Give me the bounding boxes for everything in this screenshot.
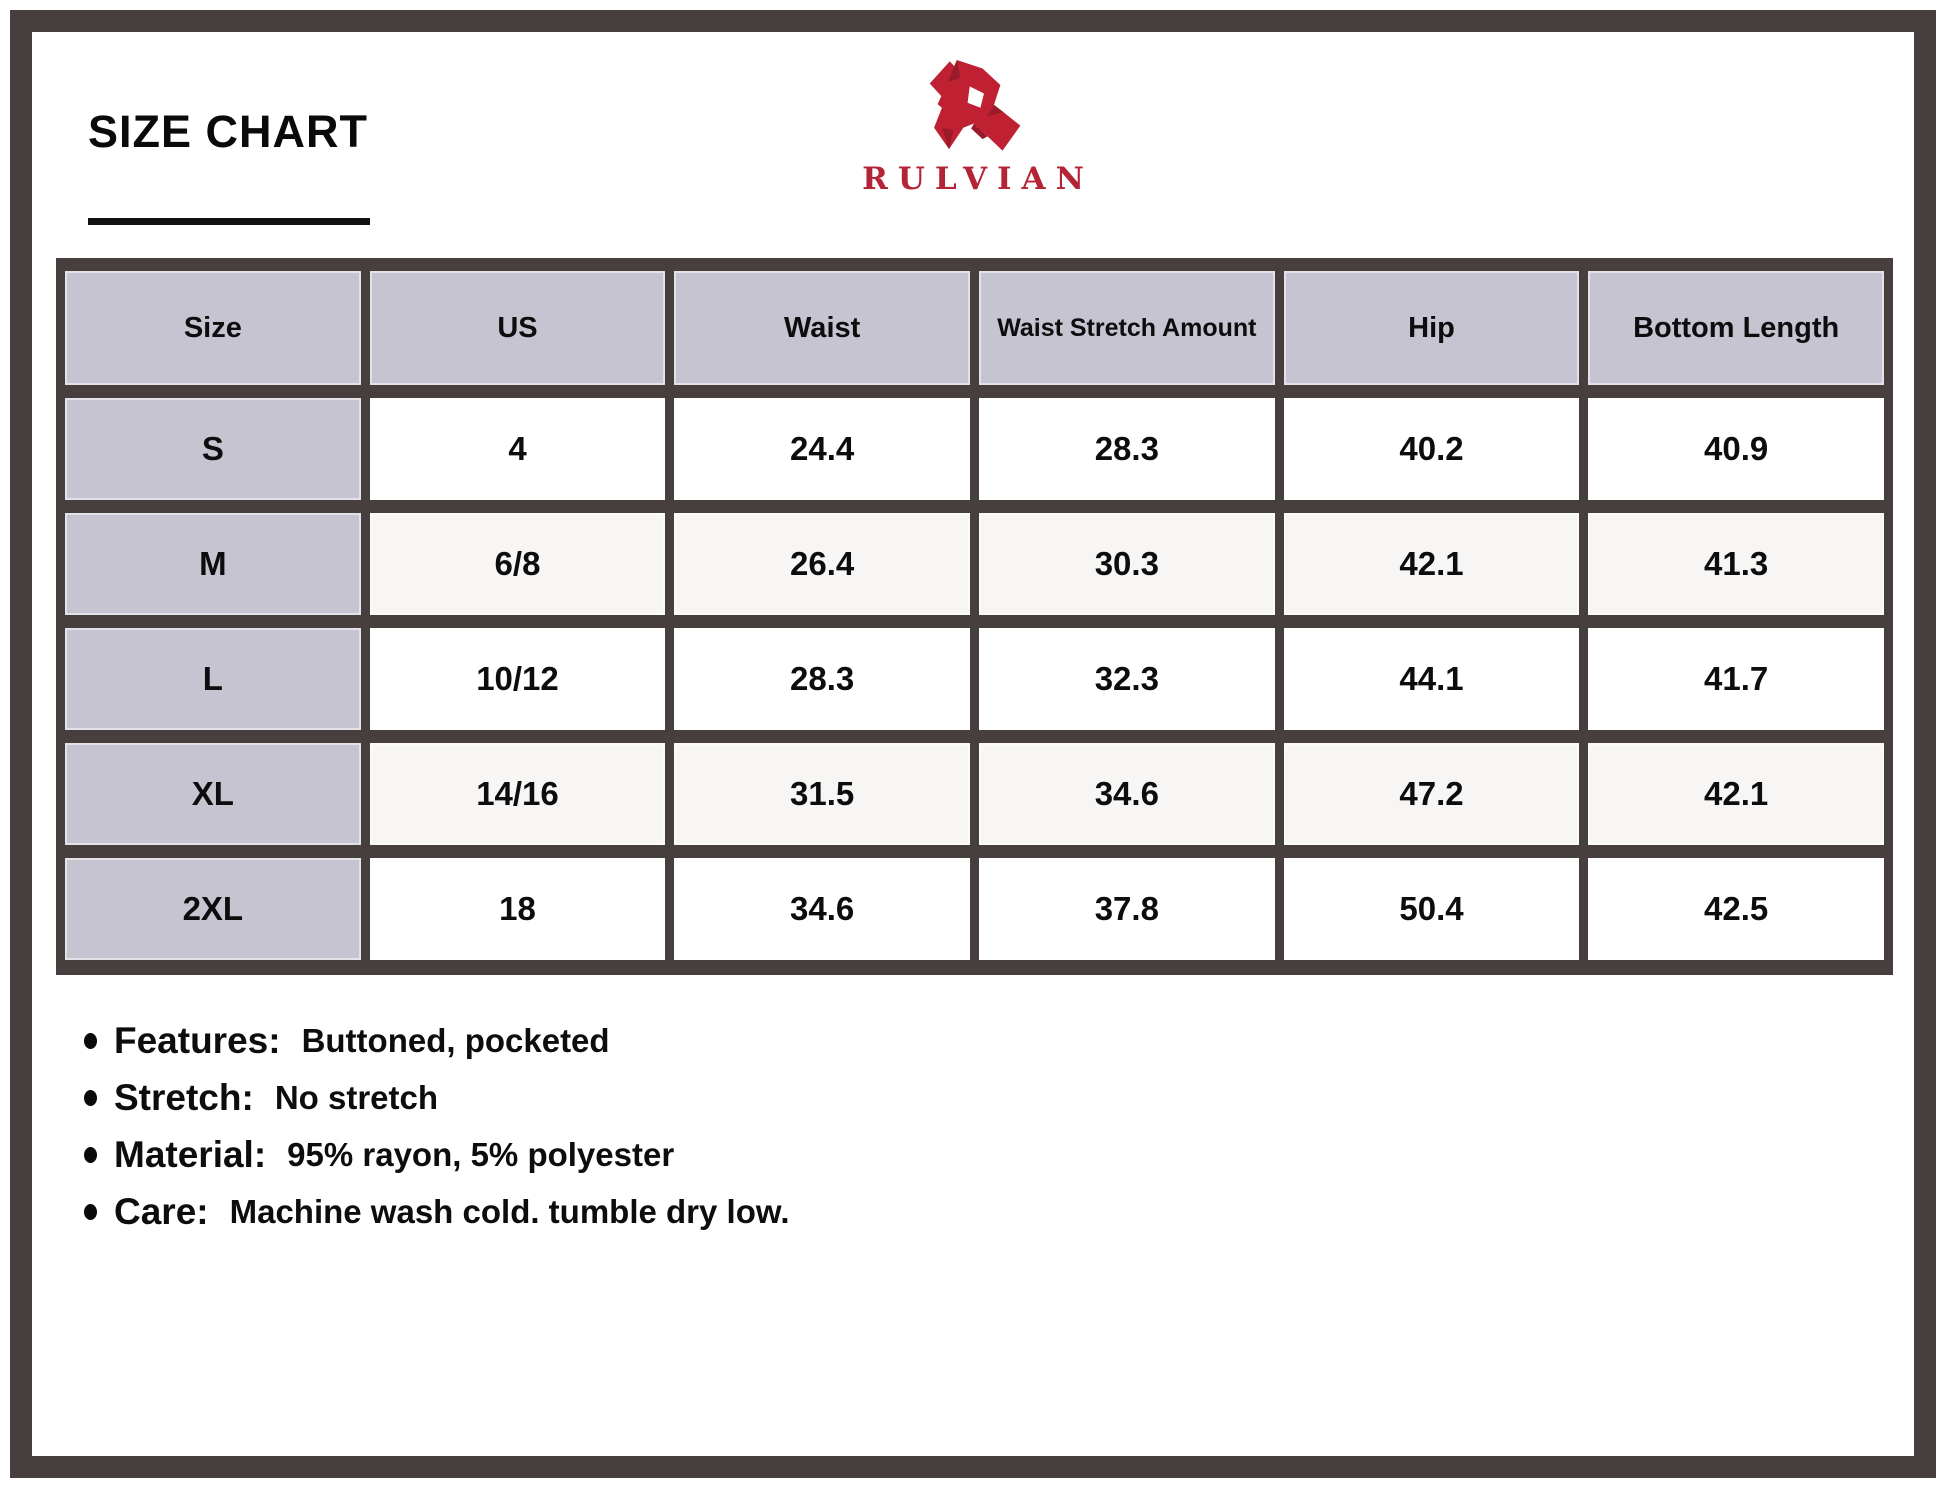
- size-cell: M: [65, 513, 361, 615]
- title-underline: [88, 218, 370, 225]
- table-cell: 42.1: [1284, 513, 1580, 615]
- table-cell: 24.4: [674, 398, 970, 500]
- detail-label: Material:: [114, 1133, 267, 1175]
- column-header-hip: Hip: [1284, 271, 1580, 385]
- table-cell: 28.3: [674, 628, 970, 730]
- column-header-waist-stretch: Waist Stretch Amount: [979, 271, 1275, 385]
- table-cell: 40.9: [1588, 398, 1884, 500]
- product-details-list: [84, 1012, 789, 1240]
- detail-value: Machine wash cold. tumble dry low.: [229, 1192, 790, 1230]
- size-cell: S: [65, 398, 361, 500]
- brand-logo: [852, 50, 1094, 197]
- bullet-icon: [84, 1033, 97, 1049]
- table-cell: 31.5: [674, 743, 970, 845]
- table-cell: 18: [370, 858, 666, 960]
- detail-label: Features:: [114, 1019, 281, 1061]
- table-cell: 34.6: [674, 858, 970, 960]
- rulvian-stylized-r-icon: [895, 50, 1050, 157]
- bullet-icon: [84, 1147, 97, 1163]
- page-frame: [10, 10, 1936, 1478]
- bullet-icon: [84, 1090, 97, 1106]
- table-cell: 30.3: [979, 513, 1275, 615]
- detail-item-material: [84, 1126, 789, 1183]
- brand-name: RULVIAN: [862, 161, 1094, 197]
- table-cell: 42.1: [1588, 743, 1884, 845]
- detail-item-stretch: [84, 1069, 789, 1126]
- size-cell: XL: [65, 743, 361, 845]
- table-cell: 41.7: [1588, 628, 1884, 730]
- table-cell: 42.5: [1588, 858, 1884, 960]
- table-cell: 34.6: [979, 743, 1275, 845]
- column-header-us: US: [370, 271, 666, 385]
- detail-item-care: [84, 1183, 789, 1240]
- column-header-waist: Waist: [674, 271, 970, 385]
- detail-item-features: [84, 1012, 789, 1069]
- bullet-icon: [84, 1204, 97, 1220]
- size-cell: L: [65, 628, 361, 730]
- column-header-bottom-length: Bottom Length: [1588, 271, 1884, 385]
- page-title: SIZE CHART: [88, 106, 368, 157]
- size-chart-table: [56, 258, 1893, 975]
- table-cell: 37.8: [979, 858, 1275, 960]
- detail-label: Stretch:: [114, 1076, 254, 1118]
- table-cell: 47.2: [1284, 743, 1580, 845]
- detail-label: Care:: [114, 1190, 209, 1232]
- table-cell: 6/8: [370, 513, 666, 615]
- table-cell: 32.3: [979, 628, 1275, 730]
- detail-value: No stretch: [274, 1078, 439, 1116]
- detail-value: 95% rayon, 5% polyester: [287, 1135, 675, 1173]
- table-cell: 26.4: [674, 513, 970, 615]
- table-cell: 14/16: [370, 743, 666, 845]
- table-cell: 40.2: [1284, 398, 1580, 500]
- table-cell: 44.1: [1284, 628, 1580, 730]
- page-content: [32, 32, 1914, 1456]
- table-cell: 28.3: [979, 398, 1275, 500]
- size-cell: 2XL: [65, 858, 361, 960]
- detail-value: Buttoned, pocketed: [301, 1021, 610, 1059]
- table-cell: 50.4: [1284, 858, 1580, 960]
- table-cell: 4: [370, 398, 666, 500]
- column-header-size: Size: [65, 271, 361, 385]
- table-cell: 41.3: [1588, 513, 1884, 615]
- table-cell: 10/12: [370, 628, 666, 730]
